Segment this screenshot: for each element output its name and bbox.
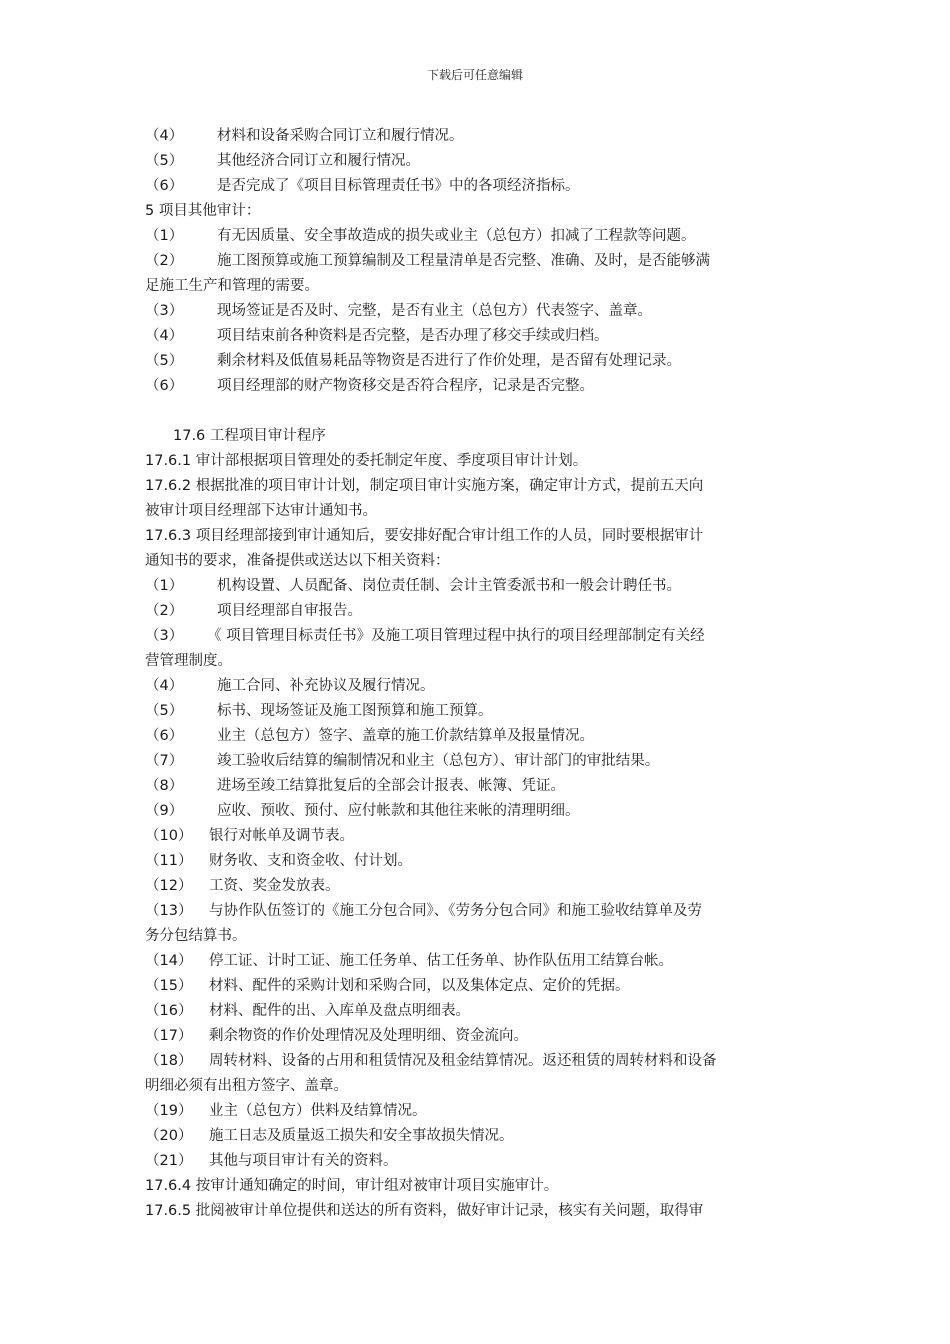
list-item: （8） 进场至竣工结算批复后的全部会计报表、帐簿、凭证。 [145,778,565,794]
list-item: （21） 其他与项目审计有关的资料。 [145,1153,398,1169]
list-item: （2） 施工图预算或施工预算编制及工程量清单是否完整、准确、及时，是否能够满 [145,253,710,269]
list-item: （12） 工资、奖金发放表。 [145,878,340,894]
list-item: （4） 项目结束前各种资料是否完整，是否办理了移交手续或归档。 [145,328,609,344]
list-item: （3） 《 项目管理目标责任书》及施工项目管理过程中执行的项目经理部制定有关经 [145,628,705,644]
paragraph: 17.6.5 批阅被审计单位提供和送达的所有资料，做好审计记录，核实有关问题，取得审 [145,1203,704,1219]
list-item: （4） 施工合同、补充协议及履行情况。 [145,678,435,694]
list-item: （5） 剩余材料及低值易耗品等物资是否进行了作价处理，是否留有处理记录。 [145,353,681,369]
list-item: （9） 应收、预收、预付、应付帐款和其他往来帐的清理明细。 [145,803,580,819]
list-item: （18） 周转材料、设备的占用和租赁情况及租金结算情况。返还租赁的周转材料和设备 [145,1053,717,1069]
list-item: （17） 剩余物资的作价处理情况及处理明细、资金流向。 [145,1028,528,1044]
paragraph: 17.6.4 按审计通知确定的时间，审计组对被审计项目实施审计。 [145,1178,559,1194]
paragraph: 17.6.1 审计部根据项目管理处的委托制定年度、季度项目审计计划。 [145,453,588,469]
list-item: （7） 竣工验收后结算的编制情况和业主（总包方）、审计部门的审批结果。 [145,753,660,769]
list-item: （6） 业主（总包方）签字、盖章的施工价款结算单及报量情况。 [145,728,594,744]
list-item: （4） 材料和设备采购合同订立和履行情况。 [145,128,464,144]
list-item: （5） 其他经济合同订立和履行情况。 [145,153,420,169]
list-item: （20） 施工日志及质量返工损失和安全事故损失情况。 [145,1128,514,1144]
list-item: （2） 项目经理部自审报告。 [145,603,362,619]
list-item: （5） 标书、现场签证及施工图预算和施工预算。 [145,703,493,719]
list-item: （1） 有无因质量、安全事故造成的损失或业主（总包方）扣减了工程款等问题。 [145,228,696,244]
page-header: 下载后可任意编辑 [426,68,523,82]
paragraph-continuation: 通知书的要求，准备提供或送达以下相关资料： [145,553,450,569]
section-heading: 5 项目其他审计： [145,203,261,219]
list-item: （3） 现场签证是否及时、完整，是否有业主（总包方）代表签字、盖章。 [145,303,652,319]
list-item-continuation: 足施工生产和管理的需要。 [145,278,319,294]
paragraph: 17.6.3 项目经理部接到审计通知后，要安排好配合审计组工作的人员，同时要根据审计 [145,528,704,544]
list-item: （6） 项目经理部的财产物资移交是否符合程序，记录是否完整。 [145,378,594,394]
list-item-continuation: 明细必须有出租方签字、盖章。 [145,1078,348,1094]
list-item: （11） 财务收、支和资金收、付计划。 [145,853,412,869]
list-item: （10） 银行对帐单及调节表。 [145,828,354,844]
paragraph-continuation: 被审计项目经理部下达审计通知书。 [145,503,377,519]
paragraph: 17.6.2 根据批准的项目审计计划，制定项目审计实施方案，确定审计方式，提前五天向 [145,478,704,494]
list-item: （13） 与协作队伍签订的《施工分包合同》、《劳务分包合同》和施工验收结算单及劳 [145,903,702,919]
list-item-continuation: 营管理制度。 [145,653,232,669]
list-item: （15） 材料、配件的采购计划和采购合同，以及集体定点、定价的凭据。 [145,978,630,994]
document-body [145,124,805,1224]
list-item: （19） 业主（总包方）供料及结算情况。 [145,1103,427,1119]
list-item: （16） 材料、配件的出、入库单及盘点明细表。 [145,1003,470,1019]
list-item: （6） 是否完成了《项目目标管理责任书》中的各项经济指标。 [145,178,580,194]
list-item-continuation: 务分包结算书。 [145,928,247,944]
list-item: （1） 机构设置、人员配备、岗位责任制、会计主管委派书和一般会计聘任书。 [145,578,681,594]
section-heading: 17.6 工程项目审计程序 [173,428,326,444]
list-item: （14） 停工证、计时工证、施工任务单、估工任务单、协作队伍用工结算台帐。 [145,953,673,969]
